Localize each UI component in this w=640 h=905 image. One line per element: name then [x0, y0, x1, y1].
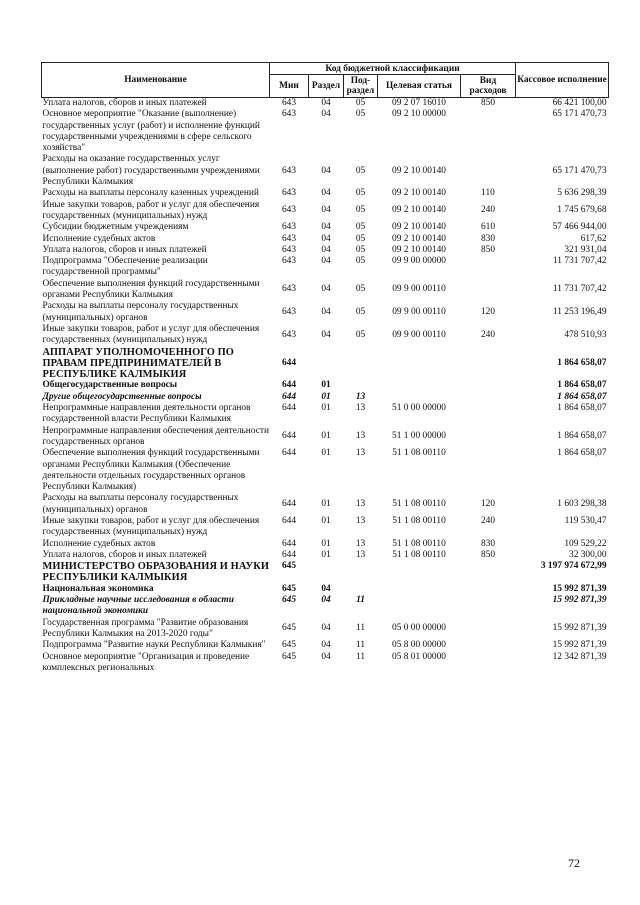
row-min: 644 [281, 431, 297, 442]
header-podrazdel: Под-раздел [344, 75, 378, 98]
row-amount: 478 510,93 [564, 329, 607, 340]
row-target: 05 8 01 00000 [392, 651, 446, 662]
row-target: 51 1 08 00110 [392, 448, 446, 459]
row-min: 643 [281, 244, 297, 255]
table-row [42, 403, 609, 426]
row-name: Национальная экономика [42, 583, 154, 594]
table-row [42, 640, 609, 651]
row-podrazdel: 05 [355, 109, 366, 120]
row-name: Обеспечение выполнения функций государственными органами Республики Калмыкия (Обеспечение деятельности отдельных государственных органов Республики Калмыкия) [42, 448, 260, 493]
row-podrazdel: 13 [355, 515, 366, 526]
row-amount: 11 731 707,42 [552, 256, 607, 267]
row-min: 645 [281, 595, 297, 606]
row-podrazdel: 05 [355, 205, 366, 216]
row-min: 645 [281, 623, 297, 634]
row-podrazdel: 05 [355, 306, 366, 317]
row-min: 645 [281, 561, 297, 572]
row-name: Исполнение судебных актов [42, 233, 156, 244]
row-name: Расходы на выплаты персоналу казенных учреждений [42, 188, 259, 199]
table-row [42, 200, 609, 223]
row-podrazdel: 05 [355, 256, 366, 267]
row-amount: 57 466 944,00 [552, 222, 607, 233]
row-vid [461, 448, 516, 493]
row-razdel: 04 [321, 188, 331, 199]
row-name: Обеспечение выполнения функций государственными органами Республики Калмыкия [42, 278, 260, 301]
row-vid [461, 347, 516, 381]
row-razdel: 01 [321, 448, 331, 459]
table-row [42, 539, 609, 550]
row-vid [461, 618, 516, 641]
row-razdel: 01 [321, 515, 331, 526]
row-razdel: 04 [321, 109, 331, 120]
row-vid [461, 595, 516, 618]
row-name: Иные закупки товаров, работ и услуг для обеспечения государственных (муниципальных) нужд [42, 199, 260, 221]
table-row [42, 380, 609, 391]
row-min: 644 [281, 538, 297, 549]
row-razdel: 04 [321, 205, 331, 216]
header-code-group: Код бюджетной классификации [270, 63, 516, 75]
row-target: 09 2 07 16010 [392, 98, 446, 108]
page-number: 72 [568, 856, 580, 870]
row-razdel: 04 [321, 284, 331, 295]
table-row [42, 516, 609, 539]
row-name: Подпрограмма "Развитие науки Республики Калмыкия" [42, 640, 266, 651]
row-podrazdel: 05 [355, 98, 366, 108]
table-row [42, 618, 609, 641]
row-razdel: 04 [321, 222, 331, 233]
row-amount: 12 342 871,39 [552, 651, 607, 662]
row-name: АППАРАТ УПОЛНОМОЧЕННОГО ПО ПРАВАМ ПРЕДПРИНИМАТЕЛЕЙ В РЕСПУБЛИКЕ КАЛМЫКИЯ [42, 346, 234, 381]
row-amount: 1 745 679,68 [557, 205, 607, 216]
row-podrazdel: 13 [355, 448, 366, 459]
row-amount: 1 864 658,07 [557, 357, 607, 368]
row-target: 09 9 00 00110 [392, 329, 446, 340]
row-name: Общегосударственные вопросы [42, 380, 178, 391]
row-name: Подпрограмма "Обеспечение реализации государственной программы" [42, 256, 208, 278]
row-target: 51 1 00 00000 [392, 431, 446, 442]
table-row [42, 188, 609, 199]
row-podrazdel: 13 [355, 549, 366, 560]
row-amount: 1 864 658,07 [557, 380, 607, 391]
row-vid: 240 [480, 205, 496, 216]
row-podrazdel: 05 [355, 329, 366, 340]
row-amount: 65 171 470,73 [552, 165, 607, 176]
row-min: 644 [281, 515, 297, 526]
table-row [42, 98, 609, 110]
table-row [42, 493, 609, 516]
row-name: Государственная программа "Развитие образования Республики Калмыкия на 2013-2020 годы" [42, 617, 249, 639]
row-podrazdel [344, 347, 378, 381]
table-row [42, 324, 609, 347]
budget-table-sheet [41, 62, 608, 674]
table-row [42, 392, 609, 403]
table-row [42, 652, 609, 675]
row-vid [461, 380, 516, 391]
row-vid [461, 561, 516, 584]
row-vid [461, 640, 516, 651]
row-min: 643 [281, 233, 297, 244]
row-min: 644 [281, 549, 297, 560]
row-podrazdel: 11 [355, 651, 366, 662]
row-target: 51 1 08 00110 [392, 538, 446, 549]
row-min: 643 [281, 188, 297, 199]
table-body [42, 98, 609, 675]
row-podrazdel: 13 [355, 538, 366, 549]
table-header [42, 63, 609, 98]
row-vid [461, 279, 516, 302]
row-razdel: 04 [321, 583, 331, 594]
row-amount: 11 731 707,42 [552, 284, 607, 295]
row-razdel: 04 [321, 329, 331, 340]
row-vid [461, 403, 516, 426]
row-vid [461, 154, 516, 188]
row-razdel: 01 [321, 431, 331, 442]
row-min: 644 [281, 391, 297, 402]
row-name: Уплата налогов, сборов и иных платежей [42, 244, 207, 255]
row-podrazdel: 05 [355, 233, 366, 244]
row-target [378, 595, 461, 618]
table-row [42, 448, 609, 493]
row-podrazdel: 05 [355, 188, 366, 199]
row-min: 643 [281, 222, 297, 233]
table-row [42, 550, 609, 561]
row-amount: 15 992 871,39 [552, 595, 607, 606]
row-razdel: 04 [321, 640, 331, 651]
row-razdel: 04 [321, 233, 331, 244]
row-min: 643 [281, 109, 297, 120]
header-amount: Кассовое исполнение [516, 63, 609, 98]
row-name: Уплата налогов, сборов и иных платежей [42, 549, 207, 560]
row-target: 09 2 10 00140 [392, 222, 446, 233]
row-amount: 5 636 298,39 [557, 188, 607, 199]
table-row [42, 279, 609, 302]
row-name: Прикладные научные исследования в области национальной экономики [42, 595, 234, 617]
row-name: Иные закупки товаров, работ и услуг для обеспечения государственных (муниципальных) нужд [42, 323, 260, 346]
row-amount: 617,62 [580, 233, 607, 244]
table-row [42, 222, 609, 233]
row-razdel: 04 [321, 623, 331, 634]
row-name: Уплата налогов, сборов и иных платежей [42, 98, 207, 108]
row-target [378, 347, 461, 381]
row-min: 644 [281, 357, 297, 368]
row-podrazdel [344, 561, 378, 584]
row-vid: 850 [480, 98, 496, 108]
row-target: 09 9 00 00110 [392, 306, 446, 317]
row-amount: 1 864 658,07 [557, 403, 607, 414]
row-vid [461, 584, 516, 595]
row-razdel: 01 [321, 391, 331, 402]
row-min: 645 [281, 640, 297, 651]
row-name: Основное мероприятие "Организация и проведение комплексных региональных [42, 651, 250, 673]
row-amount: 66 421 100,00 [552, 98, 607, 108]
table-row [42, 154, 609, 188]
row-name: Иные закупки товаров, работ и услуг для обеспечения государственных (муниципальных) нужд [42, 515, 260, 538]
row-amount: 321 931,04 [564, 244, 607, 255]
row-min: 643 [281, 98, 297, 108]
row-name: Расходы на оказание государственных услуг (выполнение работ) государственными учреждениями Республики Калмыкия [42, 154, 260, 188]
row-min: 644 [281, 380, 297, 391]
table-row [42, 595, 609, 618]
row-razdel: 04 [321, 651, 331, 662]
row-amount: 1 864 658,07 [557, 391, 607, 402]
row-target: 05 8 00 00000 [392, 640, 446, 651]
row-vid: 120 [480, 499, 496, 510]
row-vid: 110 [481, 188, 495, 199]
row-amount: 65 171 470,73 [552, 109, 607, 120]
row-target [378, 561, 461, 584]
table-row [42, 245, 609, 256]
row-vid: 610 [480, 222, 496, 233]
row-vid: 240 [480, 515, 496, 526]
header-target: Целевая статья [378, 75, 461, 98]
row-vid: 850 [480, 244, 496, 255]
row-vid: 850 [480, 549, 496, 560]
budget-execution-table [41, 62, 609, 674]
row-name: Непрограммные направления обеспечения деятельности государственных органов [42, 425, 270, 447]
row-min: 643 [281, 284, 297, 295]
row-target: 09 2 10 00140 [392, 233, 446, 244]
row-min: 645 [281, 583, 297, 594]
row-podrazdel: 11 [356, 595, 365, 606]
row-razdel: 01 [321, 538, 331, 549]
row-target: 51 1 08 00110 [392, 515, 446, 526]
row-podrazdel: 11 [355, 623, 366, 634]
row-name: Субсидии бюджетным учреждениям [42, 222, 189, 233]
row-amount: 1 603 298,38 [557, 499, 607, 510]
header-min: Мин [270, 75, 309, 98]
row-amount: 1 864 658,07 [557, 448, 607, 459]
row-vid: 830 [480, 538, 496, 549]
table-row [42, 347, 609, 381]
row-min: 643 [281, 205, 297, 216]
row-min: 643 [281, 165, 297, 176]
row-target: 51 1 08 00110 [392, 499, 446, 510]
row-podrazdel: 13 [355, 499, 366, 510]
row-target: 09 2 10 00000 [392, 109, 446, 120]
row-razdel: 04 [321, 244, 331, 255]
row-amount: 109 529,22 [564, 538, 607, 549]
row-amount: 119 530,47 [564, 515, 607, 526]
row-min: 643 [281, 329, 297, 340]
row-target [378, 584, 461, 595]
row-name: Расходы на выплаты персоналу государственных (муниципальных) органов [42, 301, 239, 323]
row-podrazdel: 13 [355, 431, 366, 442]
row-amount: 15 992 871,39 [552, 640, 607, 651]
row-amount: 15 992 871,39 [552, 623, 607, 634]
row-podrazdel: 05 [355, 284, 366, 295]
table-row [42, 109, 609, 154]
header-razdel: Раздел [309, 75, 344, 98]
row-podrazdel: 11 [355, 640, 366, 651]
row-name: Исполнение судебных актов [42, 538, 156, 549]
row-vid [461, 109, 516, 154]
row-vid: 120 [480, 306, 496, 317]
row-target: 09 2 10 00140 [392, 244, 446, 255]
row-target: 09 2 10 00140 [392, 188, 446, 199]
row-target: 05 0 00 00000 [392, 623, 446, 634]
row-vid [461, 392, 516, 403]
table-row [42, 256, 609, 279]
row-name: Непрограммные направления деятельности органов государственной власти Республики Калмыкия [42, 403, 251, 425]
row-amount: 3 197 974 672,99 [540, 561, 607, 572]
table-row [42, 301, 609, 324]
row-min: 643 [281, 256, 297, 267]
row-vid [461, 426, 516, 449]
row-amount: 11 253 196,49 [552, 306, 607, 317]
row-name: Основное мероприятие "Оказание (выполнение) государственных услуг (работ) и исполнение функций государственными учреждениями в сфере сельского хозяйства" [42, 109, 260, 154]
row-razdel: 04 [321, 306, 331, 317]
table-row [42, 426, 609, 449]
row-razdel [309, 561, 344, 584]
row-amount: 32 300,00 [569, 549, 607, 560]
row-target: 09 2 10 00140 [392, 165, 446, 176]
row-min: 644 [281, 403, 297, 414]
row-min: 645 [281, 651, 297, 662]
row-razdel: 04 [321, 165, 331, 176]
row-razdel: 01 [321, 380, 331, 391]
row-amount: 15 992 871,39 [552, 583, 607, 594]
row-vid [461, 652, 516, 675]
row-target [378, 380, 461, 391]
row-target: 51 0 00 00000 [392, 403, 446, 414]
row-min: 644 [281, 448, 297, 459]
row-min: 644 [281, 499, 297, 510]
row-vid: 240 [480, 329, 496, 340]
row-name: Другие общегосударственные вопросы [42, 391, 202, 402]
row-podrazdel [344, 380, 378, 391]
row-podrazdel [344, 584, 378, 595]
row-amount: 1 864 658,07 [557, 431, 607, 442]
row-vid: 830 [480, 233, 496, 244]
row-podrazdel: 05 [355, 222, 366, 233]
row-razdel: 01 [321, 499, 331, 510]
row-razdel: 01 [321, 403, 331, 414]
table-row [42, 561, 609, 584]
header-name: Наименование [42, 63, 270, 98]
row-name: Расходы на выплаты персоналу государственных (муниципальных) органов [42, 493, 239, 515]
row-name: МИНИСТЕРСТВО ОБРАЗОВАНИЯ И НАУКИ РЕСПУБЛИКИ КАЛМЫКИЯ [42, 561, 270, 584]
row-podrazdel: 13 [355, 391, 366, 402]
row-target: 09 9 00 00110 [392, 284, 446, 295]
row-target [378, 392, 461, 403]
table-row [42, 234, 609, 245]
row-podrazdel: 05 [355, 244, 366, 255]
row-razdel: 01 [321, 549, 331, 560]
row-target: 09 2 10 00140 [392, 205, 446, 216]
row-razdel: 04 [321, 256, 331, 267]
header-vid: Вид расходов [461, 75, 516, 98]
row-razdel: 04 [321, 595, 331, 606]
row-min: 643 [281, 306, 297, 317]
row-podrazdel: 13 [355, 403, 366, 414]
row-razdel [309, 347, 344, 381]
table-row [42, 584, 609, 595]
row-podrazdel: 05 [355, 165, 366, 176]
row-vid [461, 256, 516, 279]
row-target: 09 9 00 00000 [392, 256, 446, 267]
row-target: 51 1 08 00110 [392, 549, 446, 560]
row-razdel: 04 [321, 98, 331, 108]
